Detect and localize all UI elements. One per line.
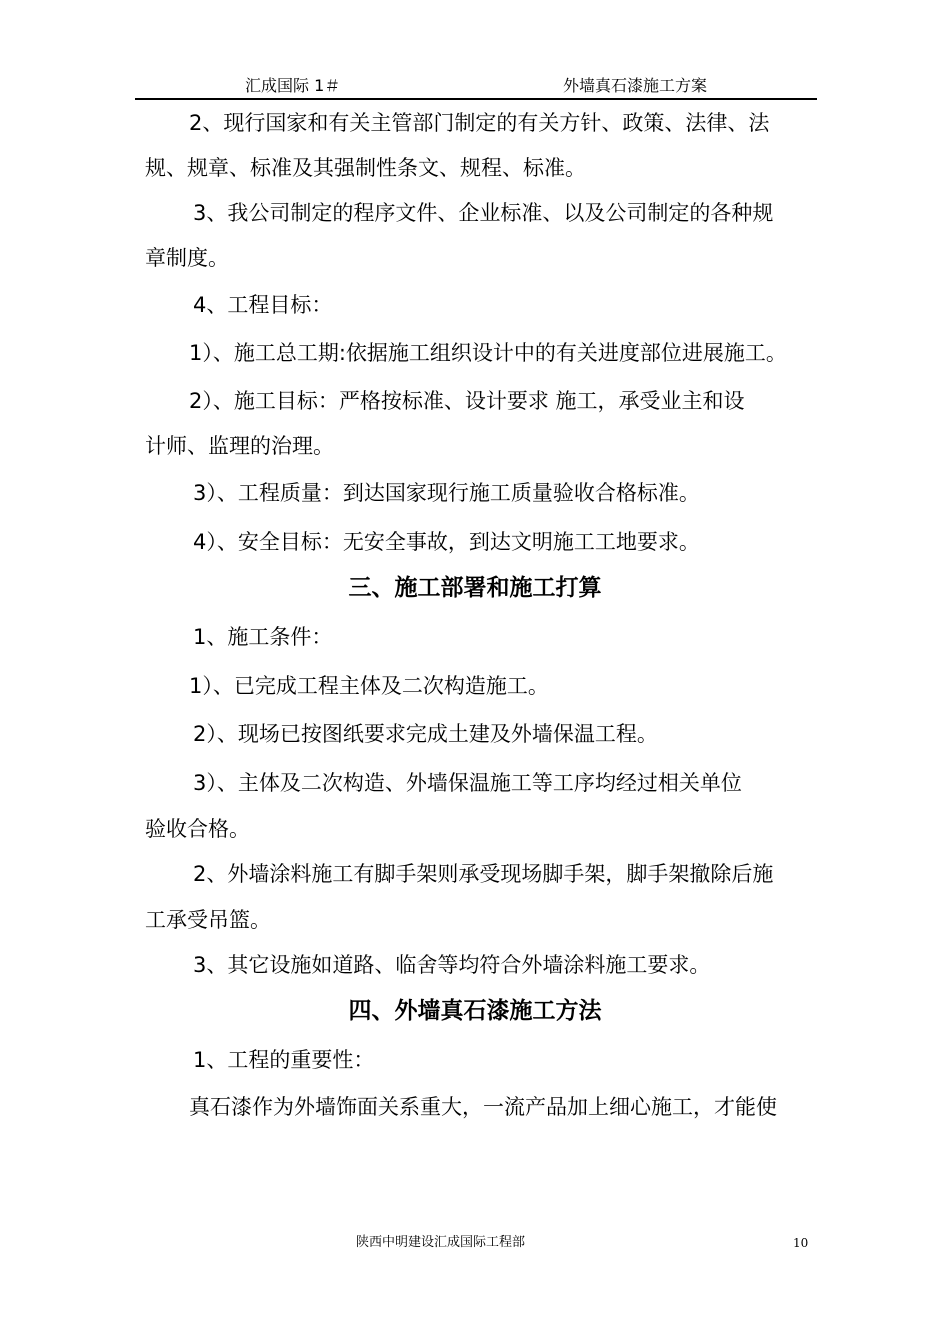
- paragraph-line: 2、外墙涂料施工有脚手架则承受现场脚手架，脚手架撤除后施: [193, 862, 774, 886]
- paragraph-line: 规、规章、标准及其强制性条文、规程、标准。: [145, 156, 586, 180]
- paragraph-line: 2）、施工目标：严格按标准、设计要求 施工，承受业主和设: [189, 389, 745, 413]
- paragraph-line: 验收合格。: [145, 817, 250, 841]
- paragraph-line: 2）、现场已按图纸要求完成土建及外墙保温工程。: [193, 722, 658, 746]
- paragraph-line: 计师、监理的治理。: [145, 434, 334, 458]
- section-heading-3: 三、施工部署和施工打算: [348, 575, 602, 601]
- paragraph-line: 真石漆作为外墙饰面关系重大，一流产品加上细心施工，才能使: [189, 1095, 777, 1119]
- page-header: [135, 74, 817, 100]
- paragraph-line: 2、现行国家和有关主管部门制定的有关方针、政策、法律、法: [189, 111, 770, 135]
- paragraph-line: 1）、施工总工期:依据施工组织设计中的有关进度部位进展施工。: [189, 341, 787, 365]
- paragraph-line: 3）、工程质量：到达国家现行施工质量验收合格标准。: [193, 481, 700, 505]
- paragraph-line: 章制度。: [145, 246, 229, 270]
- paragraph-line: 3、我公司制定的程序文件、企业标准、以及公司制定的各种规: [193, 201, 774, 225]
- paragraph-line: 1、工程的重要性：: [193, 1048, 375, 1072]
- page-number: 10: [793, 1236, 809, 1250]
- paragraph-line: 3、其它设施如道路、临舍等均符合外墙涂料施工要求。: [193, 953, 711, 977]
- paragraph-line: 1、施工条件：: [193, 625, 333, 649]
- paragraph-line: 4、工程目标：: [193, 293, 333, 317]
- header-document-title: 外墙真石漆施工方案: [563, 76, 708, 95]
- header-project-name: 汇成国际 1＃: [245, 76, 341, 95]
- paragraph-line: 3）、主体及二次构造、外墙保温施工等工序均经过相关单位: [193, 771, 742, 795]
- paragraph-line: 4）、安全目标：无安全事故，到达文明施工工地要求。: [193, 530, 700, 554]
- paragraph-line: 工承受吊篮。: [145, 908, 271, 932]
- paragraph-line: 1）、已完成工程主体及二次构造施工。: [189, 674, 549, 698]
- footer-company: 陕西中明建设汇成国际工程部: [356, 1235, 526, 1250]
- section-heading-4: 四、外墙真石漆施工方法: [348, 998, 602, 1024]
